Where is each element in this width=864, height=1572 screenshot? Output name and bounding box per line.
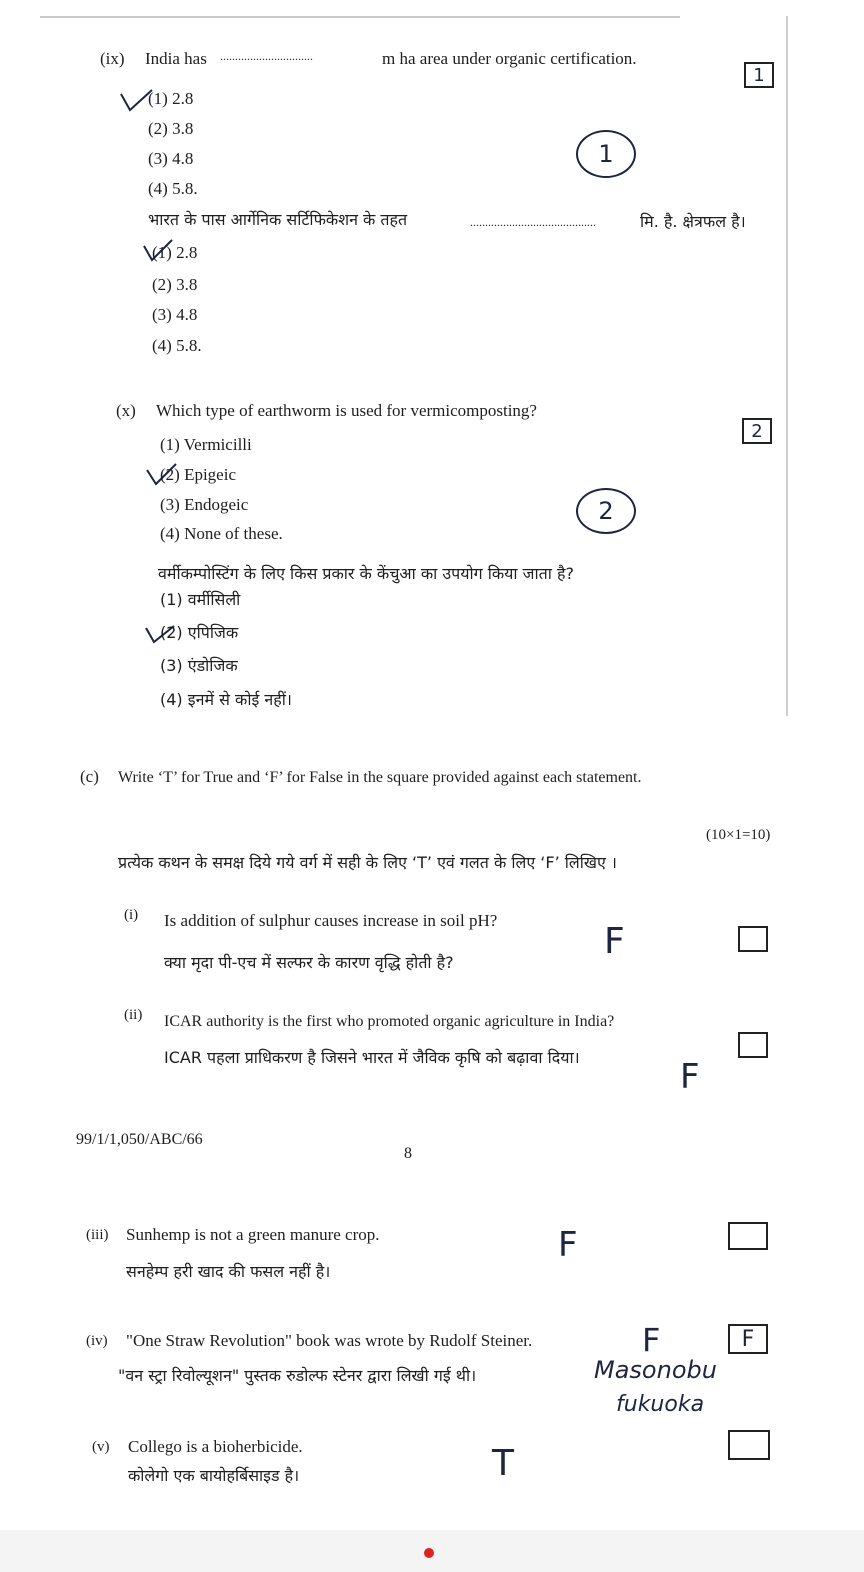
- q10-option-en-4: (4) None of these.: [160, 524, 283, 543]
- statement-1-handwritten: F: [604, 921, 625, 962]
- statement-2-en: ICAR authority is the first who promoted organic agriculture in India?: [164, 1013, 615, 1030]
- q9-number: (ix): [100, 49, 125, 68]
- statement-5-answer-box: [728, 1430, 770, 1460]
- statement-2-hi: ICAR पहला प्राधिकरण है जिसने भारत में जैविक कृषि को बढ़ावा दिया।: [164, 1048, 580, 1067]
- section-c-label: (c): [80, 767, 99, 786]
- statement-3-handwritten: F: [558, 1225, 578, 1265]
- q10-number: (x): [116, 401, 136, 420]
- top-rule: [40, 16, 680, 18]
- statement-5-en: Collego is a bioherbicide.: [128, 1437, 303, 1456]
- statement-4-note-line1: Masonobu: [594, 1356, 717, 1384]
- q9-stem-hi-b: मि. है. क्षेत्रफल है।: [640, 212, 746, 231]
- section-c-instruction-en: Write ‘T’ for True and ‘F’ for False in the square provided against each statement.: [118, 769, 642, 786]
- statement-4-note-line2: fukuoka: [616, 1392, 705, 1417]
- statement-4-en: "One Straw Revolution" book was wrote by Rudolf Steiner.: [126, 1331, 533, 1350]
- statement-3-number: (iii): [86, 1227, 109, 1243]
- q9-option-hi-4: (4) 5.8.: [152, 336, 202, 355]
- right-edge: [786, 16, 788, 716]
- q10-option-hi-1: (1) वर्मीसिली: [160, 590, 241, 609]
- q10-mark-value: 2: [751, 420, 763, 442]
- q9-option-hi-1: (1) 2.8: [152, 243, 198, 262]
- statement-4-box-mark: F: [741, 1326, 755, 1352]
- q9-circled-value: 1: [598, 140, 614, 168]
- q9-mark-value: 1: [753, 64, 765, 86]
- statement-3-en: Sunhemp is not a green manure crop.: [126, 1225, 380, 1244]
- q10-stem-hi: वर्मीकम्पोस्टिंग के लिए किस प्रकार के केंचुआ का उपयोग किया जाता है?: [158, 564, 575, 583]
- statement-5-hi: कोलेगो एक बायोहर्बिसाइड है।: [128, 1466, 300, 1485]
- statement-1-en: Is addition of sulphur causes increase in soil pH?: [164, 911, 498, 930]
- q10-stem-en: Which type of earthworm is used for vermicomposting?: [156, 401, 537, 420]
- q9-option-en-4: (4) 5.8.: [148, 179, 198, 198]
- q10-option-hi-2: (2) एपिजिक: [160, 623, 239, 642]
- footer-code: 99/1/1,050/ABC/66: [76, 1131, 203, 1148]
- statement-2-answer-box: [738, 1032, 768, 1058]
- q10-circled-value: 2: [598, 497, 614, 525]
- q9-option-en-2: (2) 3.8: [148, 119, 194, 138]
- statement-5-number: (v): [92, 1439, 110, 1455]
- q9-circled-answer: [576, 130, 636, 178]
- q9-blank-hi: ..........................................: [470, 215, 596, 229]
- q10-mark-box: [742, 418, 772, 444]
- statement-1-number: (i): [124, 907, 139, 923]
- q10-option-hi-4: (4) इनमें से कोई नहीं।: [160, 690, 293, 709]
- statement-3-answer-box: [728, 1222, 768, 1250]
- statement-1-hi: क्या मृदा पी-एच में सल्फर के कारण वृद्धि होती है?: [164, 953, 454, 972]
- red-dot-marker: [424, 1548, 434, 1558]
- q9-option-hi-2: (2) 3.8: [152, 275, 198, 294]
- statement-4-answer-box: [728, 1324, 768, 1354]
- q9-option-en-3: (3) 4.8: [148, 149, 194, 168]
- q9-stem-en-b: m ha area under organic certification.: [382, 49, 637, 68]
- section-c-instruction-hi: प्रत्येक कथन के समक्ष दिये गये वर्ग में सही के लिए ‘T’ एवं गलत के लिए ‘F’ लिखिए ।: [118, 853, 617, 872]
- q9-option-hi-3: (3) 4.8: [152, 305, 198, 324]
- section-c-marks: (10×1=10): [706, 827, 771, 843]
- q10-option-en-2: (2) Epigeic: [160, 465, 236, 484]
- statement-4-number: (iv): [86, 1333, 108, 1349]
- statement-2-handwritten: F: [680, 1057, 700, 1097]
- q10-circled-answer: [576, 488, 636, 534]
- statement-5-handwritten: T: [492, 1443, 514, 1484]
- q10-option-en-3: (3) Endogeic: [160, 495, 249, 514]
- statement-4-hi: "वन स्ट्रा रिवोल्यूशन" पुस्तक रुडोल्फ स्टेनर द्वारा लिखी गई थी।: [118, 1366, 477, 1385]
- q9-mark-box: [744, 62, 774, 88]
- statement-1-answer-box: [738, 926, 768, 952]
- statement-4-handwritten: F: [642, 1321, 661, 1359]
- q10-option-en-1: (1) Vermicilli: [160, 435, 252, 454]
- q9-blank: ...............................: [220, 49, 313, 63]
- q9-stem-en-a: India has: [145, 49, 207, 68]
- footer-page-number: 8: [404, 1145, 412, 1162]
- statement-3-hi: सनहेम्प हरी खाद की फसल नहीं है।: [126, 1262, 331, 1281]
- q10-option-hi-3: (3) एंडोजिक: [160, 656, 238, 675]
- q9-stem-hi-a: भारत के पास आर्गेनिक सर्टिफिकेशन के तहत: [148, 210, 408, 229]
- statement-2-number: (ii): [124, 1007, 143, 1023]
- q9-option-en-1: (1) 2.8: [148, 89, 194, 108]
